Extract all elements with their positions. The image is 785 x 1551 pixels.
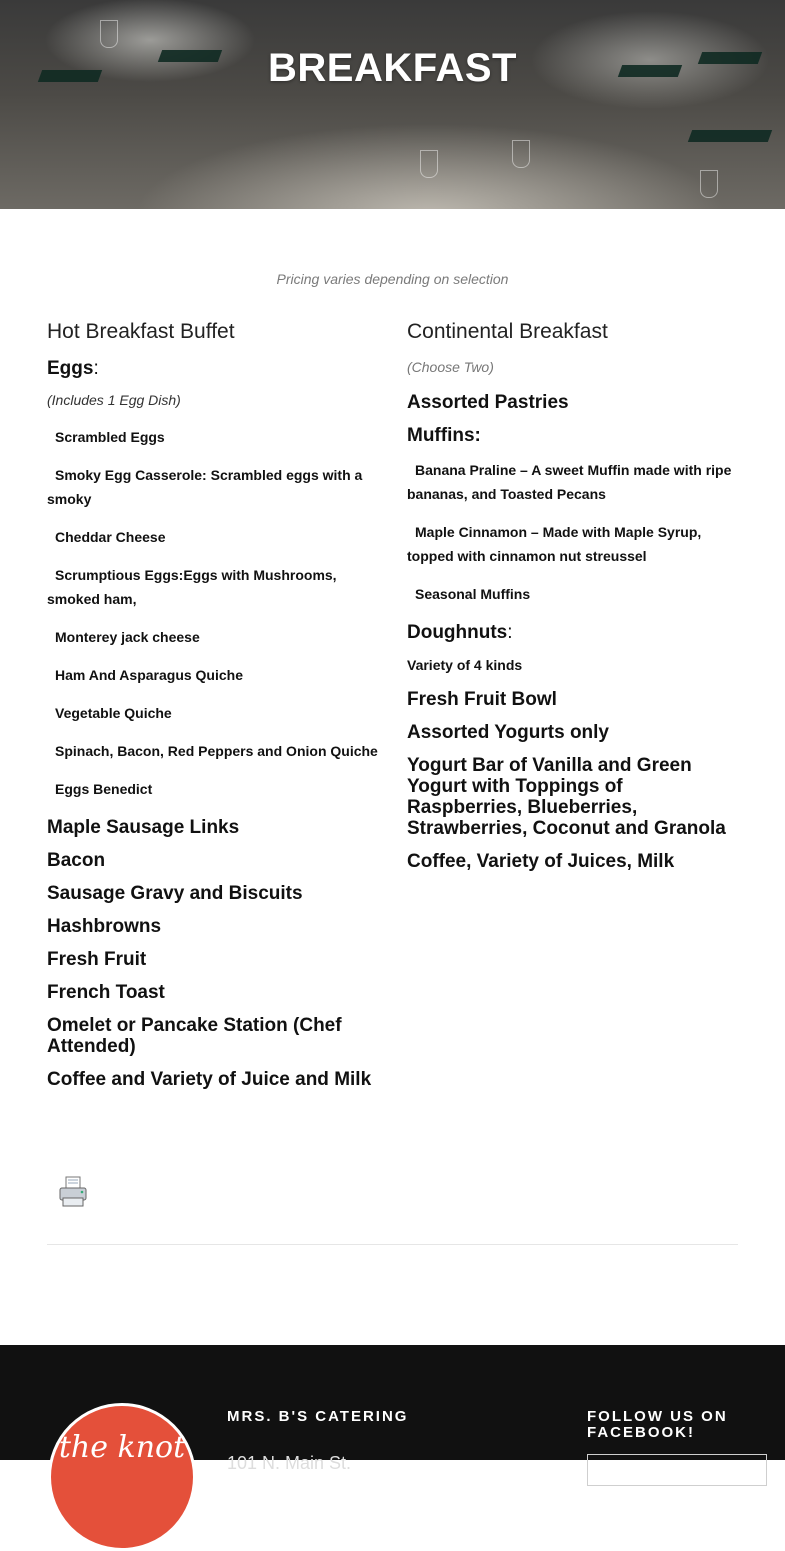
egg-item-label: Cheddar Cheese <box>55 529 166 545</box>
printer-icon-graphic <box>58 1176 88 1208</box>
eggs-heading <box>47 358 379 379</box>
company-title: MRS. B'S CATERING <box>227 1408 409 1425</box>
hero-banner <box>0 0 785 209</box>
egg-item <box>47 563 379 611</box>
egg-item <box>47 739 379 763</box>
egg-item <box>47 463 379 511</box>
egg-item-label: Vegetable Quiche <box>55 705 172 721</box>
continental-extra: Assorted Yogurts only <box>407 722 609 743</box>
egg-item-label: Ham And Asparagus Quiche <box>55 667 244 683</box>
egg-item-label: Eggs Benedict <box>55 781 153 797</box>
doughnuts-title: Doughnuts <box>407 622 508 643</box>
egg-item <box>47 425 379 449</box>
eggs-colon: : <box>93 358 99 379</box>
hot-buffet-extra: Omelet or Pancake Station (Chef Attended) <box>47 1015 342 1057</box>
hot-buffet-extra: Sausage Gravy and Biscuits <box>47 883 303 904</box>
hot-buffet-section <box>47 318 379 1102</box>
continental-extra: Fresh Fruit Bowl <box>407 689 557 710</box>
page-title: BREAKFAST <box>268 46 517 90</box>
doughnuts-variety: Variety of 4 kinds <box>407 657 523 673</box>
site-footer <box>0 1345 785 1473</box>
egg-item <box>47 701 379 725</box>
muffin-item <box>407 520 739 568</box>
hero-decor <box>420 150 438 178</box>
printer-icon[interactable] <box>58 1176 88 1208</box>
hero-decor <box>100 20 118 48</box>
egg-item-label: Spinach, Bacon, Red Peppers and Onion Quiche <box>55 743 378 759</box>
divider <box>47 1244 738 1245</box>
facebook-title: FOLLOW US ON FACEBOOK! <box>587 1408 728 1441</box>
pricing-note: Pricing varies depending on selection <box>276 271 509 287</box>
hot-buffet-extra: French Toast <box>47 982 165 1003</box>
hero-decor <box>700 170 718 198</box>
egg-item <box>47 663 379 687</box>
egg-item-label: Monterey jack cheese <box>55 629 200 645</box>
egg-item-label: Scrumptious Eggs:Eggs with Mushrooms, smoked ham, <box>47 567 337 607</box>
pastries-item: Assorted Pastries <box>407 392 569 413</box>
the-knot-logo-text: the knot <box>58 1430 186 1465</box>
muffin-item-label: Banana Praline – A sweet Muffin made with ripe bananas, and Toasted Pecans <box>407 462 732 502</box>
continental-extra: Coffee, Variety of Juices, Milk <box>407 851 675 872</box>
continental-section <box>407 318 739 884</box>
doughnuts-heading <box>407 622 739 643</box>
facebook-widget[interactable] <box>587 1454 767 1486</box>
doughnuts-colon: : <box>507 622 513 643</box>
eggs-title: Eggs <box>47 358 94 379</box>
muffins-heading: Muffins: <box>407 425 481 446</box>
hot-buffet-heading: Hot Breakfast Buffet <box>47 320 235 343</box>
muffin-item <box>407 458 739 506</box>
hot-buffet-extra: Coffee and Variety of Juice and Milk <box>47 1069 372 1090</box>
hero-decor <box>688 130 772 142</box>
egg-item-label: Smoky Egg Casserole: Scrambled eggs with a smoky <box>47 467 363 507</box>
hot-buffet-extra: Fresh Fruit <box>47 949 147 970</box>
muffin-item-label: Seasonal Muffins <box>415 586 531 602</box>
muffin-item-label: Maple Cinnamon – Made with Maple Syrup, topped with cinnamon nut streussel <box>407 524 702 564</box>
address-line: 101 N. Main St. <box>227 1453 352 1473</box>
egg-item-label: Scrambled Eggs <box>55 429 165 445</box>
continental-extra: Yogurt Bar of Vanilla and Green Yogurt with Toppings of Raspberries, Blueberries, Strawberries, Coconut and Granola <box>407 755 726 839</box>
hot-buffet-extra: Hashbrowns <box>47 916 162 937</box>
the-knot-badge[interactable] <box>48 1403 196 1551</box>
eggs-note: (Includes 1 Egg Dish) <box>47 392 181 408</box>
hero-decor <box>512 140 530 168</box>
continental-heading: Continental Breakfast <box>407 320 608 343</box>
egg-item <box>47 777 379 801</box>
egg-item <box>47 525 379 549</box>
hot-buffet-extra: Maple Sausage Links <box>47 817 240 838</box>
muffin-item <box>407 582 739 606</box>
hot-buffet-extra: Bacon <box>47 850 106 871</box>
egg-item <box>47 625 379 649</box>
choose-note: (Choose Two) <box>407 359 494 375</box>
